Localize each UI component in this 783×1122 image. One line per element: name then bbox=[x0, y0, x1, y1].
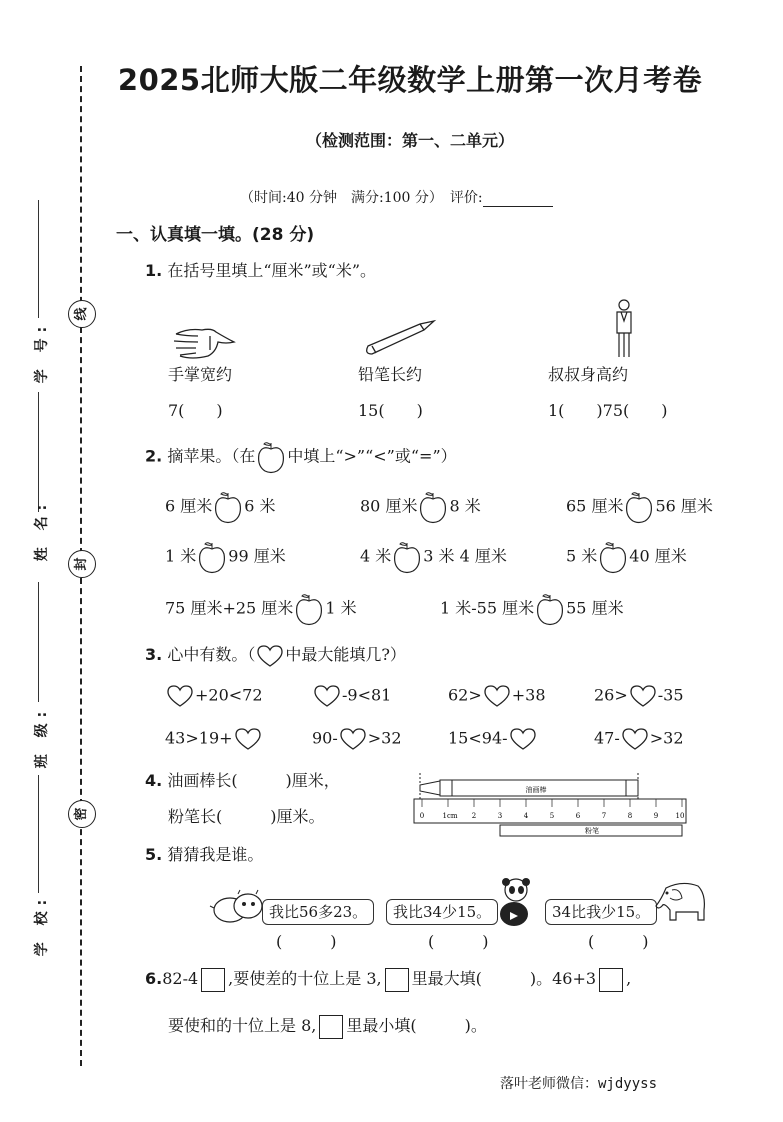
section-title: 一、认真填一填。(28 分) bbox=[116, 225, 315, 245]
q1-prompt bbox=[145, 258, 376, 281]
elephant-bubble: 34比我少15。 bbox=[545, 899, 657, 925]
cow-bubble: 我比56多23。 bbox=[262, 899, 374, 925]
q1-label-hand: 手掌宽约 bbox=[168, 365, 233, 384]
q3-post: -9<81 bbox=[342, 685, 392, 705]
seal-mi: 密 bbox=[68, 800, 96, 828]
heart-answer-icon[interactable] bbox=[628, 684, 658, 708]
q6-number: 6. bbox=[145, 969, 163, 988]
q2-right: 1 米 bbox=[325, 598, 357, 618]
q3-item bbox=[448, 727, 538, 751]
q4-crayon-question[interactable]: 油画棒长( )厘米， bbox=[167, 771, 340, 790]
q3-post: +38 bbox=[511, 685, 546, 705]
q2-right: 56 厘米 bbox=[655, 496, 713, 516]
seal-feng: 封 bbox=[68, 550, 96, 578]
svg-text:7: 7 bbox=[601, 812, 607, 820]
q3-pre: 43>19+ bbox=[165, 728, 233, 748]
q1-answer-pencil[interactable]: 15( ) bbox=[358, 401, 423, 420]
q1-answer-man[interactable]: 1( )75( ) bbox=[548, 401, 668, 420]
q6-text: , bbox=[626, 969, 632, 988]
svg-text:6: 6 bbox=[575, 812, 581, 820]
q3-item bbox=[594, 727, 684, 751]
svg-text:0: 0 bbox=[419, 812, 425, 820]
heart-answer-icon[interactable] bbox=[165, 684, 195, 708]
q2-item bbox=[566, 540, 687, 574]
q2-item bbox=[165, 540, 286, 574]
apple-answer-icon[interactable] bbox=[294, 592, 324, 626]
heart-answer-icon[interactable] bbox=[482, 684, 512, 708]
cow-icon bbox=[208, 888, 266, 928]
q1-answer-hand[interactable]: 7( ) bbox=[168, 401, 223, 420]
svg-text:5: 5 bbox=[549, 812, 555, 820]
q3-post: >32 bbox=[367, 728, 402, 748]
q2-left: 1 米-55 厘米 bbox=[440, 598, 535, 618]
apple-answer-icon[interactable] bbox=[598, 540, 628, 574]
apple-answer-icon[interactable] bbox=[197, 540, 227, 574]
q2-item bbox=[566, 490, 713, 524]
q4-line1 bbox=[145, 768, 340, 791]
apple-answer-icon[interactable] bbox=[624, 490, 654, 524]
q6-text: 82-4 bbox=[162, 969, 199, 988]
heart-answer-icon[interactable] bbox=[312, 684, 342, 708]
q3-item bbox=[165, 727, 263, 751]
school-label: 学 校: bbox=[34, 893, 51, 957]
svg-text:3: 3 bbox=[497, 812, 503, 820]
q3-text-a: 心中有数。（ bbox=[167, 645, 256, 664]
q2-item bbox=[360, 490, 481, 524]
q6-text: 要使和的十位上是 8, bbox=[168, 1016, 317, 1035]
q1-label-pencil: 铅笔长约 bbox=[358, 365, 423, 384]
name-line[interactable] bbox=[38, 392, 39, 512]
answer-box[interactable] bbox=[385, 968, 409, 992]
q3-item bbox=[448, 684, 546, 708]
ruler-diagram bbox=[412, 773, 688, 837]
q1-label-man: 叔叔身高约 bbox=[548, 365, 629, 384]
school-line[interactable] bbox=[38, 775, 39, 893]
page-title: 2025北师大版二年级数学上册第一次月考卷 bbox=[117, 63, 703, 97]
q2-item bbox=[165, 490, 276, 524]
heart-answer-icon[interactable] bbox=[508, 727, 538, 751]
q2-left: 4 米 bbox=[360, 546, 392, 566]
exam-meta-text: （时间:40 分钟 满分:100 分） 评价: bbox=[240, 190, 483, 206]
chalk-label: 粉笔 bbox=[585, 827, 599, 835]
name-label: 姓 名: bbox=[34, 498, 51, 562]
q1-text: 在括号里填上“厘米”或“米”。 bbox=[167, 261, 377, 280]
panda-icon bbox=[494, 876, 534, 928]
q2-item bbox=[165, 592, 357, 626]
q6-text[interactable]: 里最大填( )。46+3 bbox=[411, 969, 597, 988]
q3-item bbox=[165, 684, 263, 708]
q5-number: 5. bbox=[145, 845, 163, 864]
q3-prompt bbox=[145, 642, 406, 668]
q3-text-b: 中最大能填几?） bbox=[285, 645, 406, 664]
q2-item bbox=[440, 592, 624, 626]
q4-number: 4. bbox=[145, 771, 163, 790]
evaluation-blank[interactable] bbox=[483, 192, 553, 207]
q2-left: 65 厘米 bbox=[566, 496, 624, 516]
apple-answer-icon[interactable] bbox=[535, 592, 565, 626]
q2-right: 40 厘米 bbox=[629, 546, 687, 566]
crayon-label: 油画棒 bbox=[525, 786, 547, 794]
q2-number: 2. bbox=[145, 446, 163, 466]
pencil-icon bbox=[360, 318, 440, 360]
q3-item bbox=[312, 684, 391, 708]
apple-answer-icon[interactable] bbox=[418, 490, 448, 524]
apple-icon bbox=[256, 440, 286, 474]
class-label: 班 级: bbox=[34, 705, 51, 769]
svg-text:10: 10 bbox=[675, 812, 685, 820]
q2-prompt bbox=[145, 440, 457, 474]
student-id-line[interactable] bbox=[38, 200, 39, 318]
q3-pre: 62> bbox=[448, 685, 482, 705]
elephant-icon bbox=[652, 880, 708, 924]
answer-box[interactable] bbox=[599, 968, 623, 992]
q3-pre: 26> bbox=[594, 685, 628, 705]
q1-number: 1. bbox=[145, 261, 163, 280]
svg-text:2: 2 bbox=[471, 812, 477, 820]
q3-number: 3. bbox=[145, 645, 163, 664]
q6-text[interactable]: 里最小填( )。 bbox=[346, 1016, 487, 1035]
q6-text: ,要使差的十位上是 3, bbox=[228, 969, 382, 988]
q3-pre: 15<94- bbox=[448, 728, 508, 748]
footer-contact: 落叶老师微信：wjdyyss bbox=[500, 1076, 658, 1092]
q3-item bbox=[312, 727, 402, 751]
q2-left: 5 米 bbox=[566, 546, 598, 566]
q2-text-a: 摘苹果。（在 bbox=[167, 446, 256, 466]
q2-right: 55 厘米 bbox=[566, 598, 624, 618]
page-subtitle: （检测范围：第一、二单元） bbox=[305, 131, 514, 150]
exam-meta bbox=[240, 187, 553, 207]
class-line[interactable] bbox=[38, 582, 39, 702]
q3-item bbox=[594, 684, 684, 708]
seal-xian: 线 bbox=[68, 300, 96, 328]
heart-answer-icon[interactable] bbox=[620, 727, 650, 751]
q2-right: 3 米 4 厘米 bbox=[423, 546, 507, 566]
q5-prompt bbox=[145, 842, 263, 865]
q2-left: 6 厘米 bbox=[165, 496, 213, 516]
q6-line2 bbox=[168, 1013, 487, 1039]
q4-chalk-question[interactable]: 粉笔长( )厘米。 bbox=[168, 807, 325, 826]
q2-right: 6 米 bbox=[244, 496, 276, 516]
q3-pre: 47- bbox=[594, 728, 620, 748]
svg-text:1cm: 1cm bbox=[442, 812, 458, 820]
q5-text: 猜猜我是谁。 bbox=[167, 845, 264, 864]
heart-answer-icon[interactable] bbox=[338, 727, 368, 751]
student-id-label: 学 号: bbox=[34, 320, 51, 384]
panda-answer[interactable]: ( ) bbox=[428, 932, 489, 951]
answer-box[interactable] bbox=[319, 1015, 343, 1039]
cow-answer[interactable]: ( ) bbox=[276, 932, 337, 951]
q2-left: 75 厘米+25 厘米 bbox=[165, 598, 294, 618]
q3-post: >32 bbox=[649, 728, 684, 748]
hand-icon bbox=[168, 320, 238, 362]
svg-text:8: 8 bbox=[627, 812, 633, 820]
svg-text:4: 4 bbox=[523, 812, 529, 820]
elephant-answer[interactable]: ( ) bbox=[588, 932, 649, 951]
heart-icon bbox=[255, 644, 285, 668]
q2-item bbox=[360, 540, 507, 574]
q6-line1 bbox=[145, 966, 631, 992]
svg-text:9: 9 bbox=[653, 812, 659, 820]
q2-left: 80 厘米 bbox=[360, 496, 418, 516]
panda-bubble: 我比34少15。 bbox=[386, 899, 498, 925]
man-icon bbox=[612, 297, 636, 359]
q2-left: 1 米 bbox=[165, 546, 197, 566]
q2-right: 8 米 bbox=[449, 496, 481, 516]
q3-post: -35 bbox=[657, 685, 684, 705]
apple-answer-icon[interactable] bbox=[392, 540, 422, 574]
apple-answer-icon[interactable] bbox=[213, 490, 243, 524]
answer-box[interactable] bbox=[201, 968, 225, 992]
q2-right: 99 厘米 bbox=[228, 546, 286, 566]
heart-answer-icon[interactable] bbox=[233, 727, 263, 751]
q2-text-b: 中填上“>”“<”或“=”） bbox=[287, 446, 457, 466]
q3-post: +20<72 bbox=[195, 685, 263, 705]
q3-pre: 90- bbox=[312, 728, 338, 748]
